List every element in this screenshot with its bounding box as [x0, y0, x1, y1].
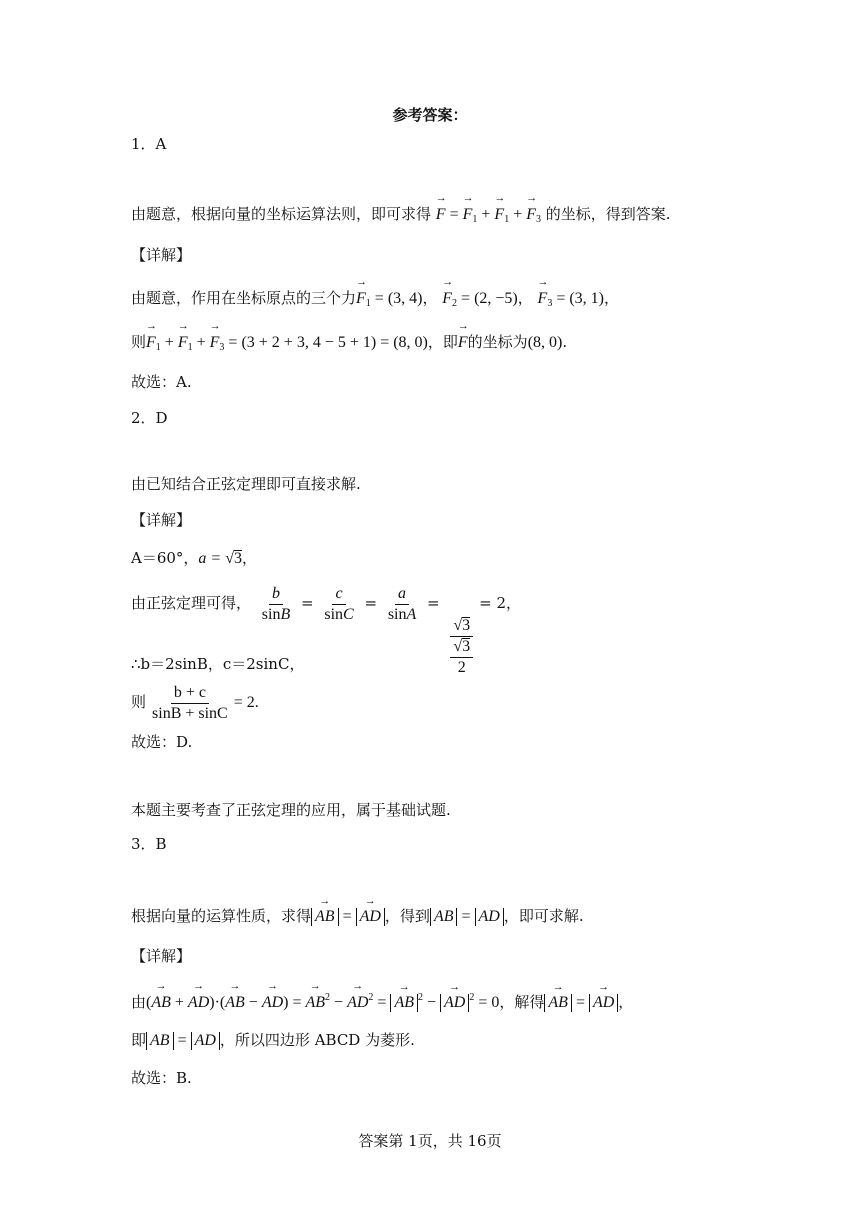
page-footer: 答案第 1页，共 16页: [358, 1132, 502, 1150]
q3-derivation: 由(→ AB + → AD)·(→ AB − → AD) = → $AB^2$ − → $AD^2$ = → AB $^2$ − → AD $^2$ = 0，解得→ AB = → AD ，: [131, 988, 633, 1013]
q3-result: 即 AB = AD ，所以四边形 ABCD 为菱形.: [131, 1031, 415, 1049]
q3-answer-label: 3．B: [131, 835, 167, 853]
q2-analysis: 由已知结合正弦定理即可直接求解.: [131, 475, 361, 493]
q1-answer-label: 1．A: [131, 135, 167, 153]
q2-sine-law: 由正弦定理可得， $\frac{b}{\sin B}$ = $\frac{c}{\sin C}$ = $\frac{a}{\sin A}$ = $\frac{√3}{\frac{√3}{2}}$ = 2，: [131, 584, 522, 676]
q1-detail-header: 【详解】: [131, 246, 192, 264]
q3-detail-header: 【详解】: [131, 947, 192, 965]
q3-analysis: 根据向量的运算性质，求得→ AB = → AD ，得到 AB = AD ，即可求解.: [131, 906, 584, 927]
q2-comment: 本题主要考查了正弦定理的应用，属于基础试题.: [131, 801, 451, 819]
q2-given: A＝60°，a = √3，: [131, 549, 258, 567]
q1-analysis: 由题意，根据向量的坐标运算法则，即可求得 → F = → $F_1$ + → $F_1$ + → $F_3$ 的坐标，得到答案.: [131, 204, 671, 230]
q2-answer-label: 2．D: [131, 409, 168, 427]
q1-sum-line: 则→ $F_1$ + → $F_1$ + → $F_3 = (3 + 2 + 3$, 4 − 5 + 1) = (8, 0)，即→ F的坐标为(8, 0).: [131, 332, 567, 358]
q3-conclusion: 故选：B.: [131, 1069, 192, 1087]
q2-detail-header: 【详解】: [131, 511, 192, 529]
q2-therefore: ∴b＝2sinB，c＝2sinC，: [131, 655, 305, 673]
q2-conclusion: 故选：D.: [131, 733, 193, 751]
q2-ratio: 则 $\frac{b + c}{\sin B + \sin C}$ = 2.: [131, 683, 259, 722]
q1-forces-line: 由题意，作用在坐标原点的三个力→ $F_1 = (3$, 4)， → $F_2 = (2$, −5)， → $F_3 = (3$, 1)，: [131, 288, 619, 314]
page-title: 参考答案：: [392, 106, 468, 124]
q1-conclusion: 故选：A.: [131, 373, 192, 391]
